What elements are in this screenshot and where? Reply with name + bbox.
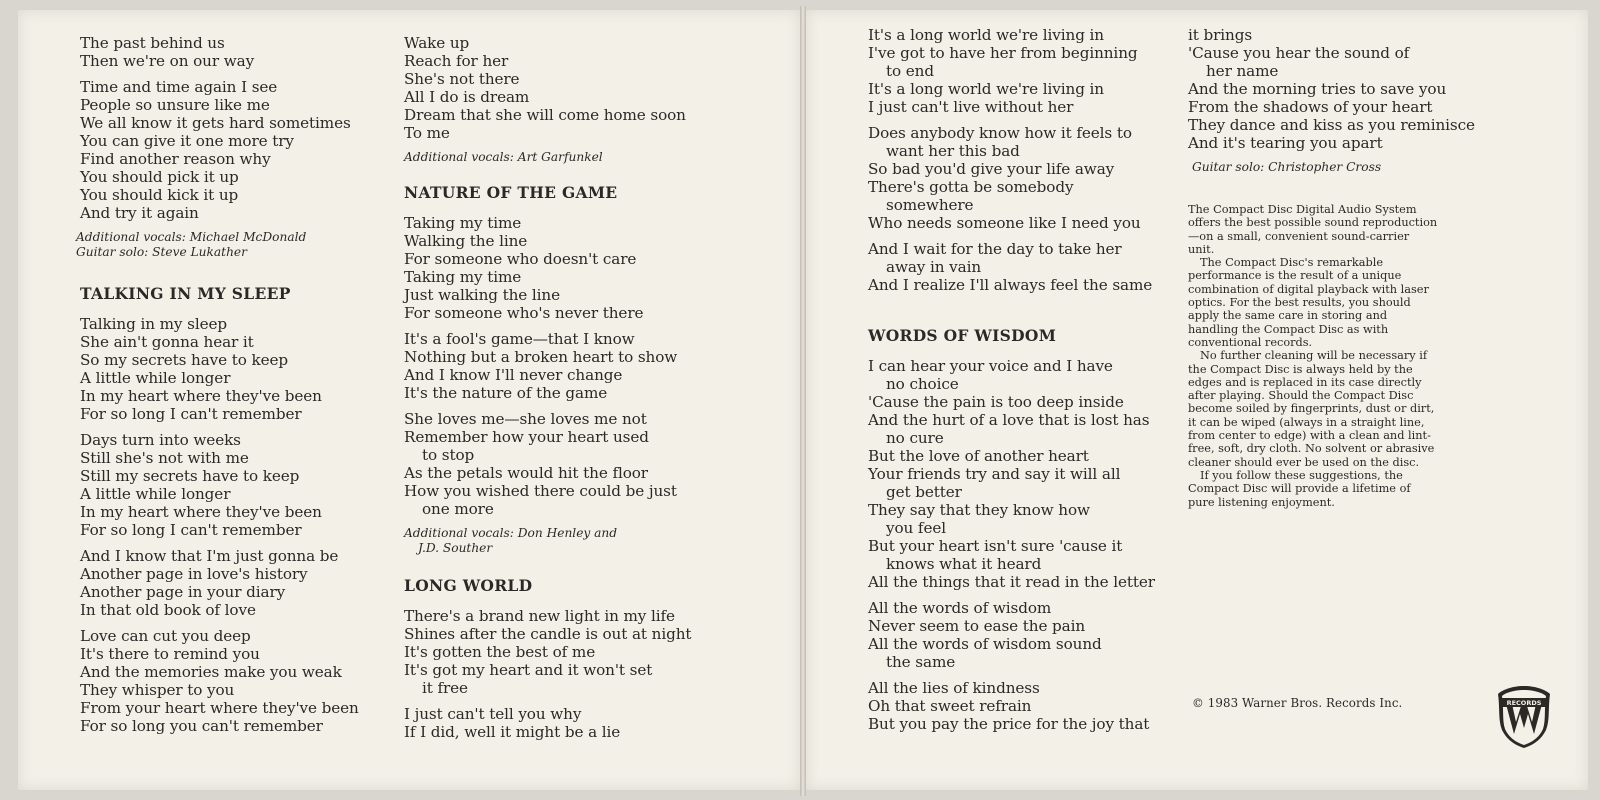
lyric-line: All the lies of kindness <box>868 679 1040 697</box>
credits <box>404 526 734 556</box>
lyric-line: They whisper to you <box>80 681 235 699</box>
warner-bros-shield-logo-icon <box>1494 684 1554 750</box>
lyric-line: Taking my time <box>404 214 522 232</box>
lyric-line: It's a fool's game—that I know <box>404 330 635 348</box>
lyric-line: It's gotten the best of me <box>404 643 596 661</box>
lyric-line: Taking my time <box>404 268 522 286</box>
lyric-line: It's got my heart and it won't set <box>404 661 653 679</box>
credit-line: J.D. Souther <box>418 541 493 555</box>
lyric-line: And I realize I'll always feel the same <box>868 276 1153 294</box>
lyric-line: I can hear your voice and I have <box>868 357 1113 375</box>
lyric-line: Find another reason why <box>80 150 271 168</box>
lyric-line: Reach for her <box>404 52 509 70</box>
lyric-line: It's the nature of the game <box>404 384 608 402</box>
lyric-line: For someone who doesn't care <box>404 250 637 268</box>
lyric-stanza <box>404 34 734 142</box>
care-paragraph: No further cleaning will be necessary if the Compact Disc is always held by the edges and is replaced in its case directly after playing. Should the Compact Disc become soiled by fingerprints, dust or dirt, it can be wiped (always in a straight line, from center to edge) with a clean and lint-free, soft, dry cloth. No solvent or abrasive cleaner should ever be used on the disc. <box>1188 349 1435 469</box>
lyric-line: So bad you'd give your life away <box>868 160 1115 178</box>
lyric-line: As the petals would hit the floor <box>404 464 648 482</box>
credit-line: Additional vocals: Don Henley and <box>404 526 618 540</box>
lyric-line: Still my secrets have to keep <box>80 467 300 485</box>
lyric-line: somewhere <box>886 196 974 214</box>
lyric-line: Still she's not with me <box>80 449 249 467</box>
booklet-spine <box>800 6 806 796</box>
credits <box>76 230 380 260</box>
lyric-line: It's a long world we're living in <box>868 80 1104 98</box>
lyric-line: it brings <box>1188 26 1253 44</box>
lyrics-column-4 <box>1188 26 1518 509</box>
lyric-line: Dream that she will come home soon <box>404 106 686 124</box>
lyric-line: They say that they know how <box>868 501 1090 519</box>
lyric-stanza <box>80 431 380 539</box>
lyric-line: to stop <box>422 446 475 464</box>
lyric-line: Never seem to ease the pain <box>868 617 1086 635</box>
lyric-line: People so unsure like me <box>80 96 270 114</box>
lyric-line: Does anybody know how it feels to <box>868 124 1132 142</box>
lyric-line: We all know it gets hard sometimes <box>80 114 351 132</box>
lyric-line: Talking in my sleep <box>80 315 227 333</box>
lyric-line: Then we're on our way <box>80 52 255 70</box>
lyric-line: Love can cut you deep <box>80 627 251 645</box>
logo-text: RECORDS <box>1506 699 1542 707</box>
lyric-line: 'Cause the pain is too deep inside <box>868 393 1124 411</box>
lyric-stanza <box>404 410 734 518</box>
lyric-stanza <box>868 124 1188 232</box>
lyric-line: I've got to have her from beginning <box>868 44 1138 62</box>
lyric-line: The past behind us <box>80 34 225 52</box>
lyric-line: Your friends try and say it will all <box>868 465 1121 483</box>
lyric-line: knows what it heard <box>886 555 1042 573</box>
lyric-line: To me <box>404 124 450 142</box>
lyric-line: And the memories make you weak <box>80 663 342 681</box>
lyric-line: no cure <box>886 429 944 447</box>
lyric-line: Just walking the line <box>404 286 560 304</box>
lyric-line: But the love of another heart <box>868 447 1089 465</box>
lyric-line: She ain't gonna hear it <box>80 333 254 351</box>
credit-line: Guitar solo: Steve Lukather <box>76 245 247 259</box>
care-paragraph: If you follow these suggestions, the Compact Disc will provide a lifetime of pure listening enjoyment. <box>1188 468 1411 509</box>
lyric-stanza <box>80 315 380 423</box>
song-title: LONG WORLD <box>404 576 533 595</box>
lyric-line: And try it again <box>80 204 199 222</box>
lyric-line: For so long I can't remember <box>80 521 302 539</box>
lyric-line: Wake up <box>404 34 470 52</box>
lyric-line: Shines after the candle is out at night <box>404 625 692 643</box>
lyric-line: Walking the line <box>404 232 528 250</box>
song-title: WORDS OF WISDOM <box>868 326 1057 345</box>
lyric-line: It's there to remind you <box>80 645 260 663</box>
compact-disc-care-notice <box>1188 203 1438 509</box>
lyric-line: For someone who's never there <box>404 304 644 322</box>
lyric-line: it free <box>422 679 468 697</box>
lyrics-column-1 <box>76 34 380 743</box>
lyric-line: If I did, well it might be a lie <box>404 723 621 741</box>
lyric-stanza <box>868 679 1188 733</box>
lyric-line: I just can't tell you why <box>404 705 582 723</box>
lyric-line: to end <box>886 62 934 80</box>
lyric-line: And it's tearing you apart <box>1188 134 1383 152</box>
lyric-line: She loves me—she loves me not <box>404 410 647 428</box>
lyric-line: And I know that I'm just gonna be <box>80 547 339 565</box>
lyric-stanza <box>80 78 380 222</box>
lyric-line: All the things that it read in the letter <box>868 573 1155 591</box>
lyric-line: Who needs someone like I need you <box>868 214 1141 232</box>
lyric-line: In my heart where they've been <box>80 387 322 405</box>
lyric-stanza <box>868 357 1188 591</box>
lyric-stanza <box>868 26 1188 116</box>
lyric-line: But your heart isn't sure 'cause it <box>868 537 1123 555</box>
lyric-line: From your heart where they've been <box>80 699 359 717</box>
lyric-stanza <box>404 705 734 741</box>
lyric-stanza <box>80 547 380 619</box>
lyric-line: Time and time again I see <box>80 78 278 96</box>
lyric-line: You can give it one more try <box>80 132 294 150</box>
lyric-line: Another page in your diary <box>80 583 286 601</box>
lyric-line: You should pick it up <box>80 168 239 186</box>
care-paragraph: The Compact Disc's remarkable performance is the result of a unique combination of digital playback with laser optics. For the best results, you should apply the same care in storing and handling the Compact Disc as with conventional records. <box>1188 256 1429 349</box>
lyric-line: A little while longer <box>80 369 231 387</box>
lyric-line: her name <box>1206 62 1279 80</box>
lyric-stanza <box>404 607 734 697</box>
lyric-line: How you wished there could be just <box>404 482 677 500</box>
credit-line: Additional vocals: Art Garfunkel <box>404 150 603 164</box>
lyrics-column-2 <box>404 34 734 749</box>
lyric-stanza <box>80 627 380 735</box>
lyric-line: They dance and kiss as you reminisce <box>1188 116 1475 134</box>
lyric-stanza <box>868 599 1188 671</box>
lyric-line: She's not there <box>404 70 520 88</box>
lyric-line: get better <box>886 483 962 501</box>
lyric-line: away in vain <box>886 258 982 276</box>
lyric-stanza <box>868 240 1188 294</box>
care-paragraph: The Compact Disc Digital Audio System offers the best possible sound reproduction—on a small, convenient sound-carrier unit. <box>1188 203 1438 256</box>
lyric-line: Days turn into weeks <box>80 431 241 449</box>
copyright-notice: © 1983 Warner Bros. Records Inc. <box>1192 696 1403 710</box>
lyric-line: And the hurt of a love that is lost has <box>868 411 1150 429</box>
lyric-line: From the shadows of your heart <box>1188 98 1433 116</box>
lyric-stanza <box>404 214 734 322</box>
lyric-line: For so long you can't remember <box>80 717 323 735</box>
lyric-line: the same <box>886 653 956 671</box>
lyric-line: You should kick it up <box>80 186 239 204</box>
lyric-line: All the words of wisdom sound <box>868 635 1102 653</box>
lyric-line: All the words of wisdom <box>868 599 1052 617</box>
lyric-stanza <box>80 34 380 70</box>
lyric-line: All I do is dream <box>404 88 530 106</box>
lyric-line: I just can't live without her <box>868 98 1074 116</box>
lyric-line: It's a long world we're living in <box>868 26 1104 44</box>
lyric-line: want her this bad <box>886 142 1020 160</box>
credit-line: Guitar solo: Christopher Cross <box>1192 160 1382 174</box>
lyric-line: For so long I can't remember <box>80 405 302 423</box>
song-title: NATURE OF THE GAME <box>404 183 618 202</box>
credit-line: Additional vocals: Michael McDonald <box>76 230 307 244</box>
lyric-stanza <box>1188 26 1518 152</box>
lyric-stanza <box>404 330 734 402</box>
lyric-line: In that old book of love <box>80 601 256 619</box>
lyric-line: And I know I'll never change <box>404 366 623 384</box>
lyric-line: A little while longer <box>80 485 231 503</box>
lyric-line: There's a brand new light in my life <box>404 607 675 625</box>
song-title: TALKING IN MY SLEEP <box>80 284 291 303</box>
lyric-line: And the morning tries to save you <box>1188 80 1447 98</box>
lyric-line: Remember how your heart used <box>404 428 649 446</box>
lyric-line: So my secrets have to keep <box>80 351 289 369</box>
lyric-line: Oh that sweet refrain <box>868 697 1032 715</box>
lyric-line: There's gotta be somebody <box>868 178 1074 196</box>
lyrics-column-3 <box>868 26 1188 741</box>
lyric-line: And I wait for the day to take her <box>868 240 1122 258</box>
lyric-line: 'Cause you hear the sound of <box>1188 44 1410 62</box>
lyric-line: But you pay the price for the joy that <box>868 715 1150 733</box>
lyric-line: In my heart where they've been <box>80 503 322 521</box>
lyric-line: Another page in love's history <box>80 565 308 583</box>
lyric-line: you feel <box>886 519 946 537</box>
lyric-line: Nothing but a broken heart to show <box>404 348 678 366</box>
lyric-line: one more <box>422 500 494 518</box>
lyric-line: no choice <box>886 375 959 393</box>
